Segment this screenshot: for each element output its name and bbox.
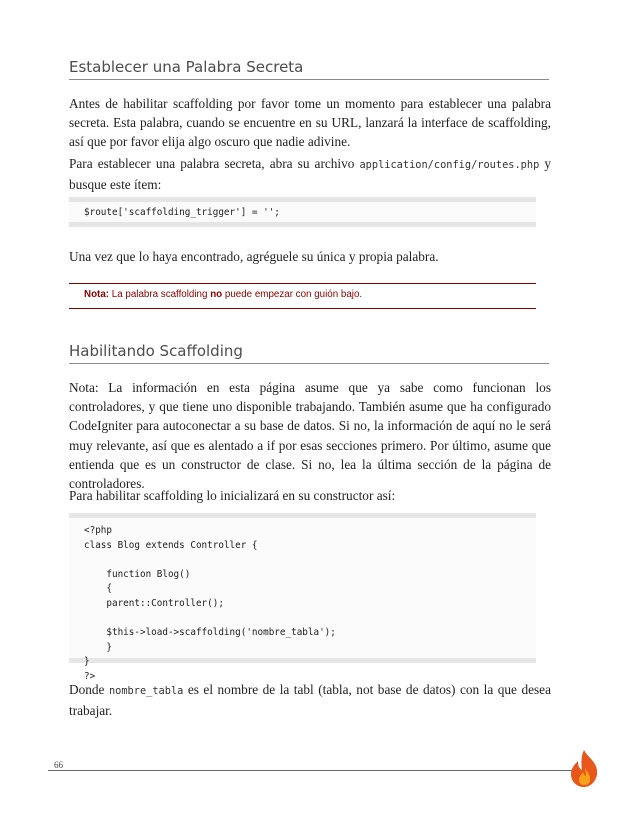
paragraph-assumptions: Nota: La información en esta página asume que ya sabe como funcionan los controladores, y que tiene uno disponible trabajando. También asume que ha configurado CodeIgniter para autoconectar a su base de datos. Si no, la información de aquí no le será muy relevante, así que es alentado a if por esas secciones primero. Por último, asume que entienda que es un constructor de clase. Si no, lea la última sección de la página de controladores. [69,380,551,492]
note-label: Nota: [84,289,110,300]
note-text-after: puede empezar con guión bajo. [222,289,363,300]
code-block-constructor [69,513,536,682]
code-block-route [69,197,536,227]
page-number: 66 [54,760,63,770]
section-heading-secret-word: Establecer una Palabra Secreta [69,58,549,80]
routes-file-path: application/config/routes.php [359,159,540,171]
closing-prefix: Donde [69,682,109,697]
paragraph-constructor-lead: Para habilitar scaffolding lo inicializará en su constructor así: [69,488,396,503]
paragraph-intro: Antes de habilitar scaffolding por favor tome un momento para establecer una palabra secreta. Esta palabra, cuando se encuentre en su URL, lanzará la interface de scaffolding, así que por favor elija algo oscuro que nadie adivine. [69,96,551,150]
note-bold-word: no [210,289,223,300]
note-text-before: La palabra scaffolding [109,289,211,300]
routes-text-suffix: y busque este ítem: [69,156,551,193]
section-heading-enabling-scaffolding: Habilitando Scaffolding [69,342,549,364]
footer-rule [48,770,578,771]
paragraph-routes [69,154,551,194]
route-code: $route['scaffolding_trigger'] = ''; [84,207,280,218]
table-name-code: nombre_tabla [108,685,184,697]
closing-suffix: es el nombre de la tabl (tabla, not base de datos) con la que desea trabajar. [69,682,551,719]
paragraph-table-name [69,680,551,720]
paragraph-after-find: Una vez que lo haya encontrado, agréguele su única y propia palabra. [69,249,439,264]
note-box [69,283,536,309]
routes-text-prefix: Para establecer una palabra secreta, abra su archivo [69,156,360,171]
flame-logo-icon [567,748,601,788]
constructor-code: <?php class Blog extends Controller { function Blog() { parent::Controller(); $this->load->scaffolding('nombre_tabla'); } } ?> [84,525,336,682]
